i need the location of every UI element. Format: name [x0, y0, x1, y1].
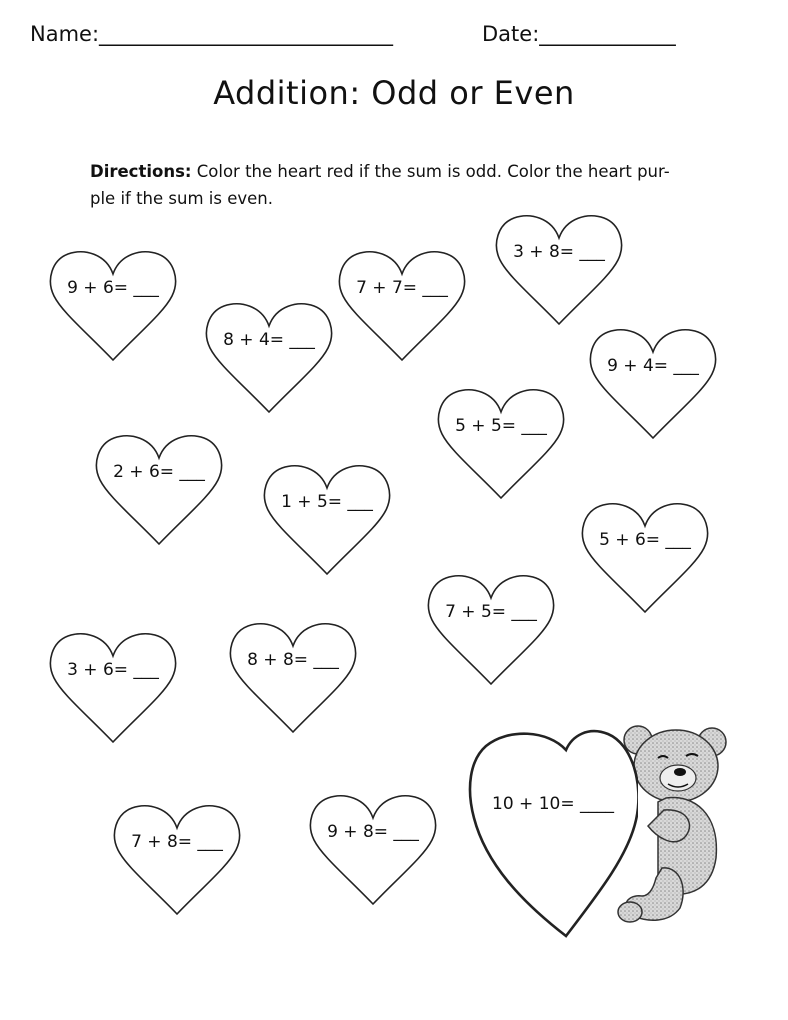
addition-problem: 8 + 8= ___ [247, 650, 339, 670]
page-title: Addition: Odd or Even [213, 74, 575, 112]
directions-text-line-2: ple if the sum is even. [90, 189, 273, 208]
heart-problem-13[interactable] [110, 794, 244, 918]
heart-problem-11[interactable] [46, 622, 180, 746]
heart-outline-icon [306, 784, 440, 908]
heart-problem-5[interactable] [586, 318, 720, 442]
addition-problem: 9 + 4= ___ [607, 356, 699, 376]
date-field-label: Date:_____________ [482, 22, 676, 46]
addition-problem: 9 + 8= ___ [327, 822, 419, 842]
heart-problem-8[interactable] [260, 454, 394, 578]
heart-outline-icon [46, 622, 180, 746]
addition-problem: 7 + 8= ___ [131, 832, 223, 852]
heart-outline-icon [492, 204, 626, 328]
heart-outline-icon [202, 292, 336, 416]
addition-problem: 5 + 5= ___ [455, 416, 547, 436]
addition-problem: 7 + 5= ___ [445, 602, 537, 622]
heart-outline-icon [92, 424, 226, 548]
heart-outline-icon [226, 612, 360, 736]
addition-problem: 7 + 7= ___ [356, 278, 448, 298]
addition-problem: 2 + 6= ___ [113, 462, 205, 482]
directions [90, 158, 750, 212]
heart-problem-7[interactable] [92, 424, 226, 548]
heart-problem-10[interactable] [424, 564, 558, 688]
heart-problem-12[interactable] [226, 612, 360, 736]
heart-outline-icon [46, 240, 180, 364]
addition-problem: 3 + 8= ___ [513, 242, 605, 262]
heart-problem-9[interactable] [578, 492, 712, 616]
heart-problem-1[interactable] [46, 240, 180, 364]
heart-outline-icon [434, 378, 568, 502]
heart-outline-icon [260, 454, 394, 578]
name-field-label: Name:____________________________ [30, 22, 394, 46]
directions-label: Directions: [90, 162, 192, 181]
heart-problem-15[interactable] [468, 724, 638, 942]
addition-problem: 5 + 6= ___ [599, 530, 691, 550]
heart-problem-6[interactable] [434, 378, 568, 502]
heart-outline-icon [468, 724, 638, 942]
heart-problem-14[interactable] [306, 784, 440, 908]
heart-outline-icon [578, 492, 712, 616]
heart-outline-icon [110, 794, 244, 918]
addition-problem: 8 + 4= ___ [223, 330, 315, 350]
addition-problem: 3 + 6= ___ [67, 660, 159, 680]
heart-outline-icon [586, 318, 720, 442]
heart-problem-4[interactable] [492, 204, 626, 328]
addition-problem: 1 + 5= ___ [281, 492, 373, 512]
addition-problem: 10 + 10= ____ [492, 794, 614, 814]
directions-text-line-1: Color the heart red if the sum is odd. Color the heart pur- [196, 162, 670, 181]
heart-problem-3[interactable] [335, 240, 469, 364]
heart-outline-icon [424, 564, 558, 688]
heart-problem-2[interactable] [202, 292, 336, 416]
heart-outline-icon [335, 240, 469, 364]
addition-problem: 9 + 6= ___ [67, 278, 159, 298]
